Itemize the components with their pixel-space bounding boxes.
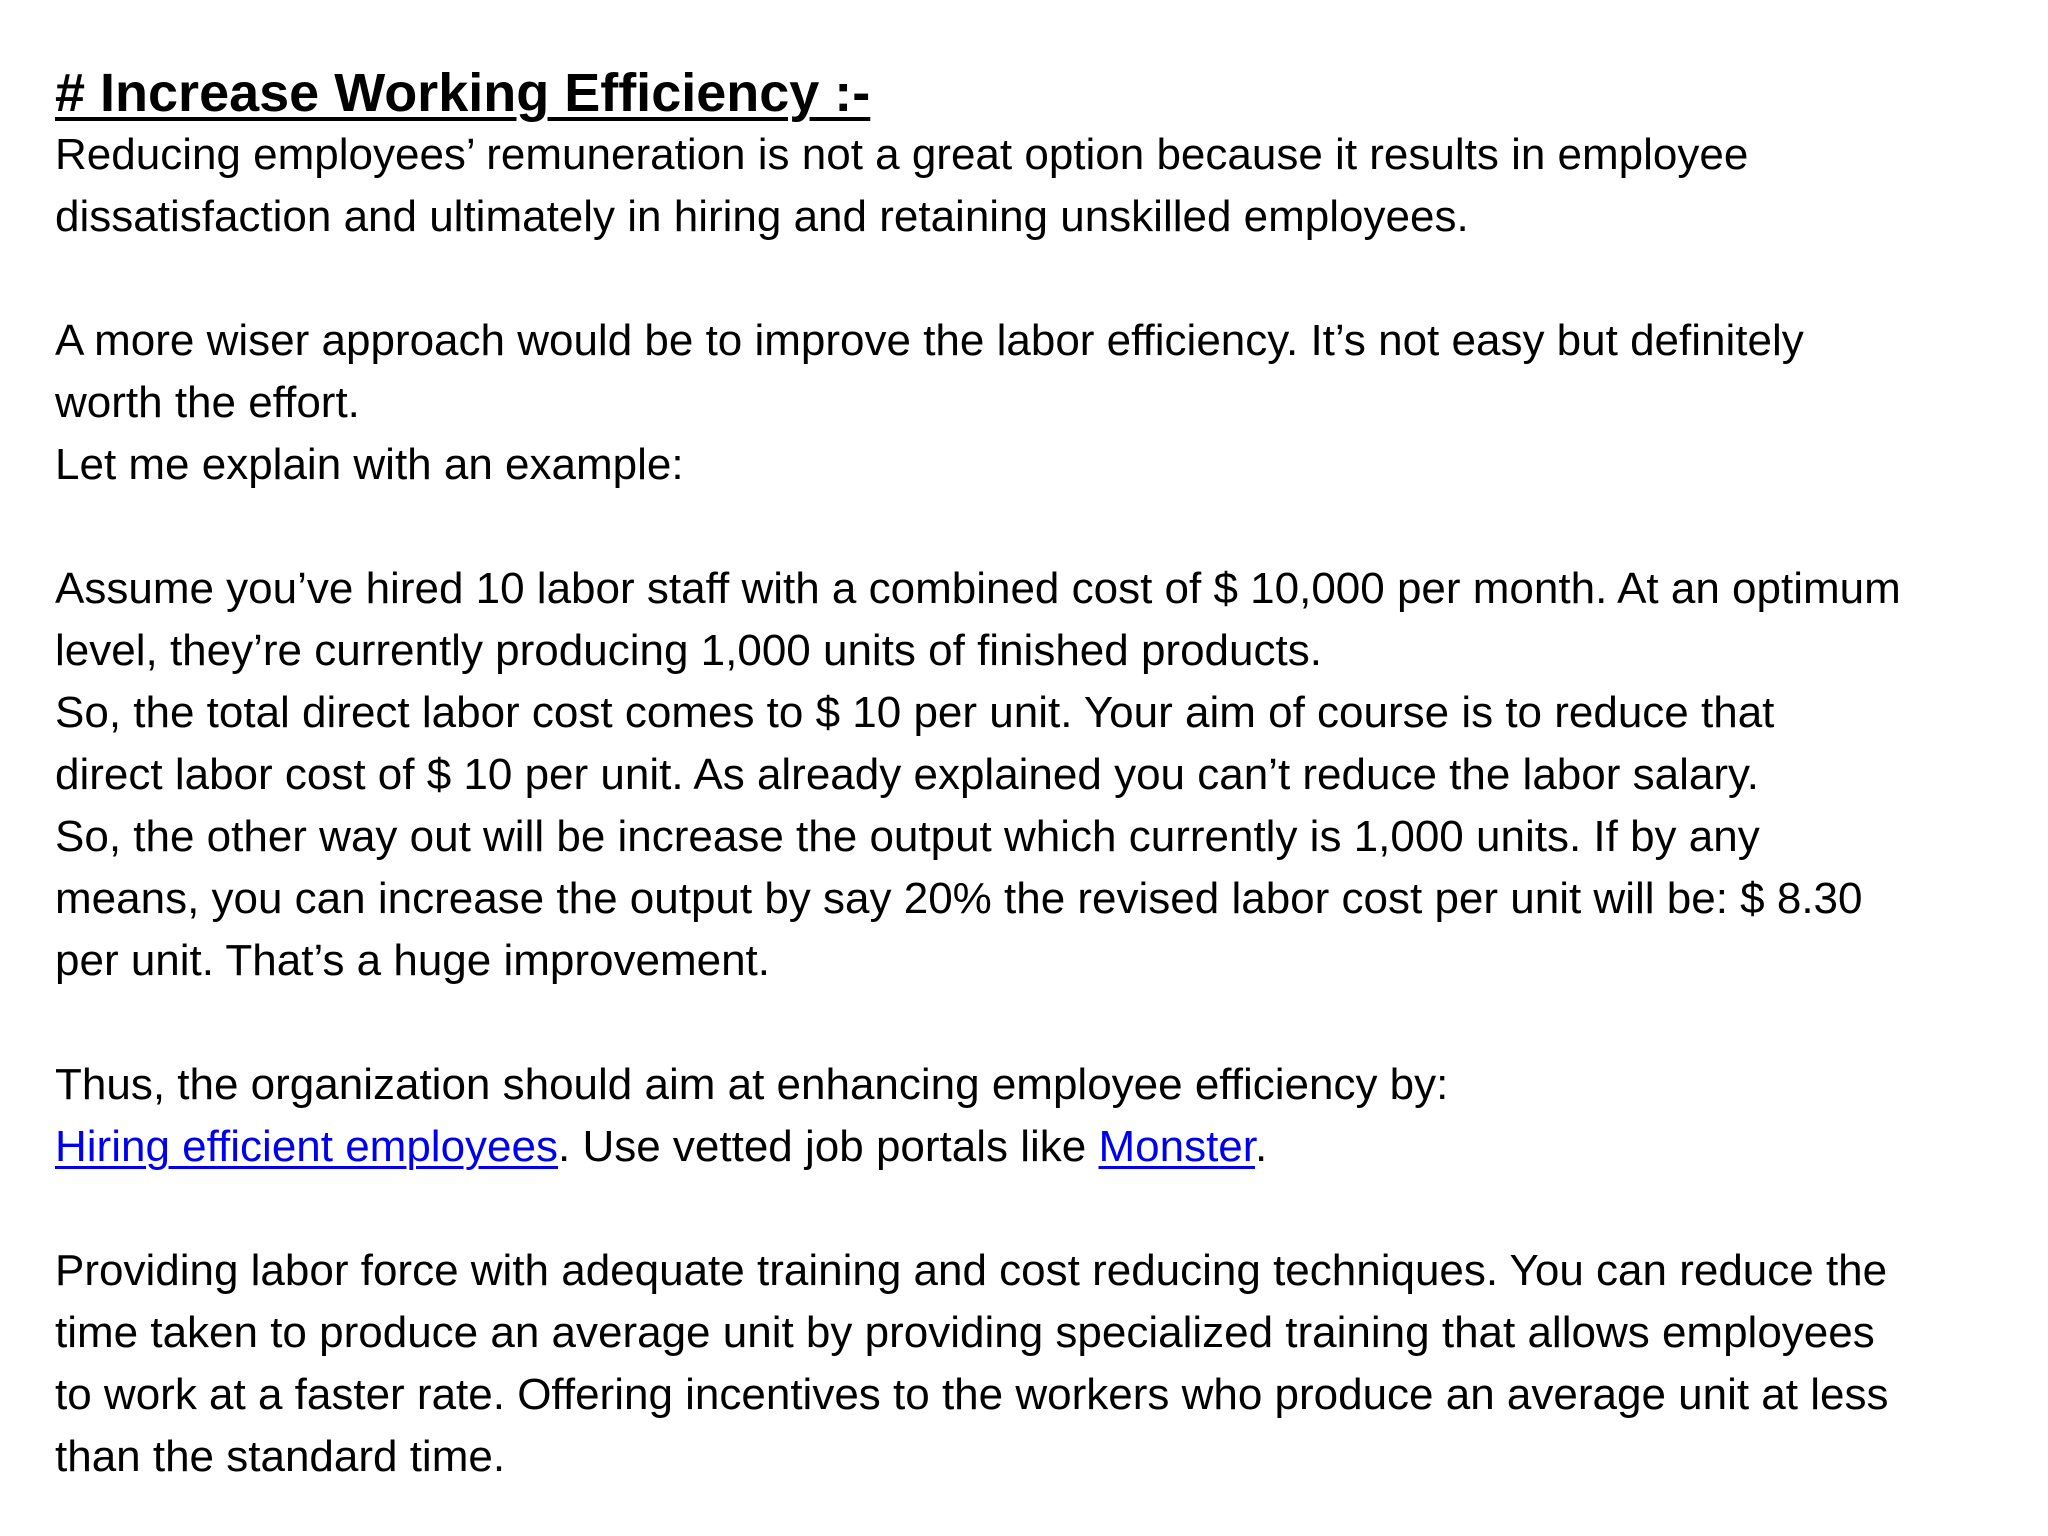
paragraph-line: So, the total direct labor cost comes to $ 10 per unit. Your aim of course is to reduce that (55, 688, 1775, 737)
hiring-efficient-employees-link[interactable]: Hiring efficient employees (55, 1122, 558, 1171)
paragraph-line: Providing labor force with adequate training and cost reducing techniques. You can reduce the (55, 1246, 1888, 1295)
monster-link[interactable]: Monster (1098, 1122, 1255, 1171)
paragraph-line: Let me explain with an example: (55, 440, 684, 489)
paragraph-line: worth the effort. (55, 378, 360, 427)
paragraph-spacer (55, 992, 2040, 1054)
paragraph-line: to work at a faster rate. Offering incentives to the workers who produce an average unit at less (55, 1370, 1889, 1419)
paragraph-line: direct labor cost of $ 10 per unit. As already explained you can’t reduce the labor salary. (55, 750, 1759, 799)
paragraph-line: A more wiser approach would be to improve the labor efficiency. It’s not easy but definitely (55, 316, 1804, 365)
page-title: # Increase Working Efficiency :- (55, 63, 871, 123)
links-line (55, 1116, 2040, 1178)
paragraph-spacer (55, 496, 2040, 558)
paragraph-line: Thus, the organization should aim at enhancing employee efficiency by: (55, 1060, 1449, 1109)
paragraph-line: time taken to produce an average unit by providing specialized training that allows employees (55, 1308, 1875, 1357)
paragraph-line: Reducing employees’ remuneration is not a great option because it results in employee (55, 130, 1749, 179)
paragraph-line: dissatisfaction and ultimately in hiring and retaining unskilled employees. (55, 192, 1469, 241)
paragraph-line: Assume you’ve hired 10 labor staff with a combined cost of $ 10,000 per month. At an optimum (55, 564, 1901, 613)
paragraph-line: than the standard time. (55, 1432, 506, 1481)
links-line-end-text: . (1255, 1122, 1268, 1171)
paragraph-line: means, you can increase the output by say 20% the revised labor cost per unit will be: $ 8.30 (55, 874, 1863, 923)
paragraph-line: So, the other way out will be increase the output which currently is 1,000 units. If by any (55, 812, 1760, 861)
paragraph-line: level, they’re currently producing 1,000 units of finished products. (55, 626, 1322, 675)
paragraph-line: per unit. That’s a huge improvement. (55, 936, 770, 985)
paragraph-spacer (55, 1178, 2040, 1240)
paragraph-spacer (55, 248, 2040, 310)
slide-content (55, 62, 2040, 1488)
links-line-middle-text: . Use vetted job portals like (558, 1122, 1099, 1171)
